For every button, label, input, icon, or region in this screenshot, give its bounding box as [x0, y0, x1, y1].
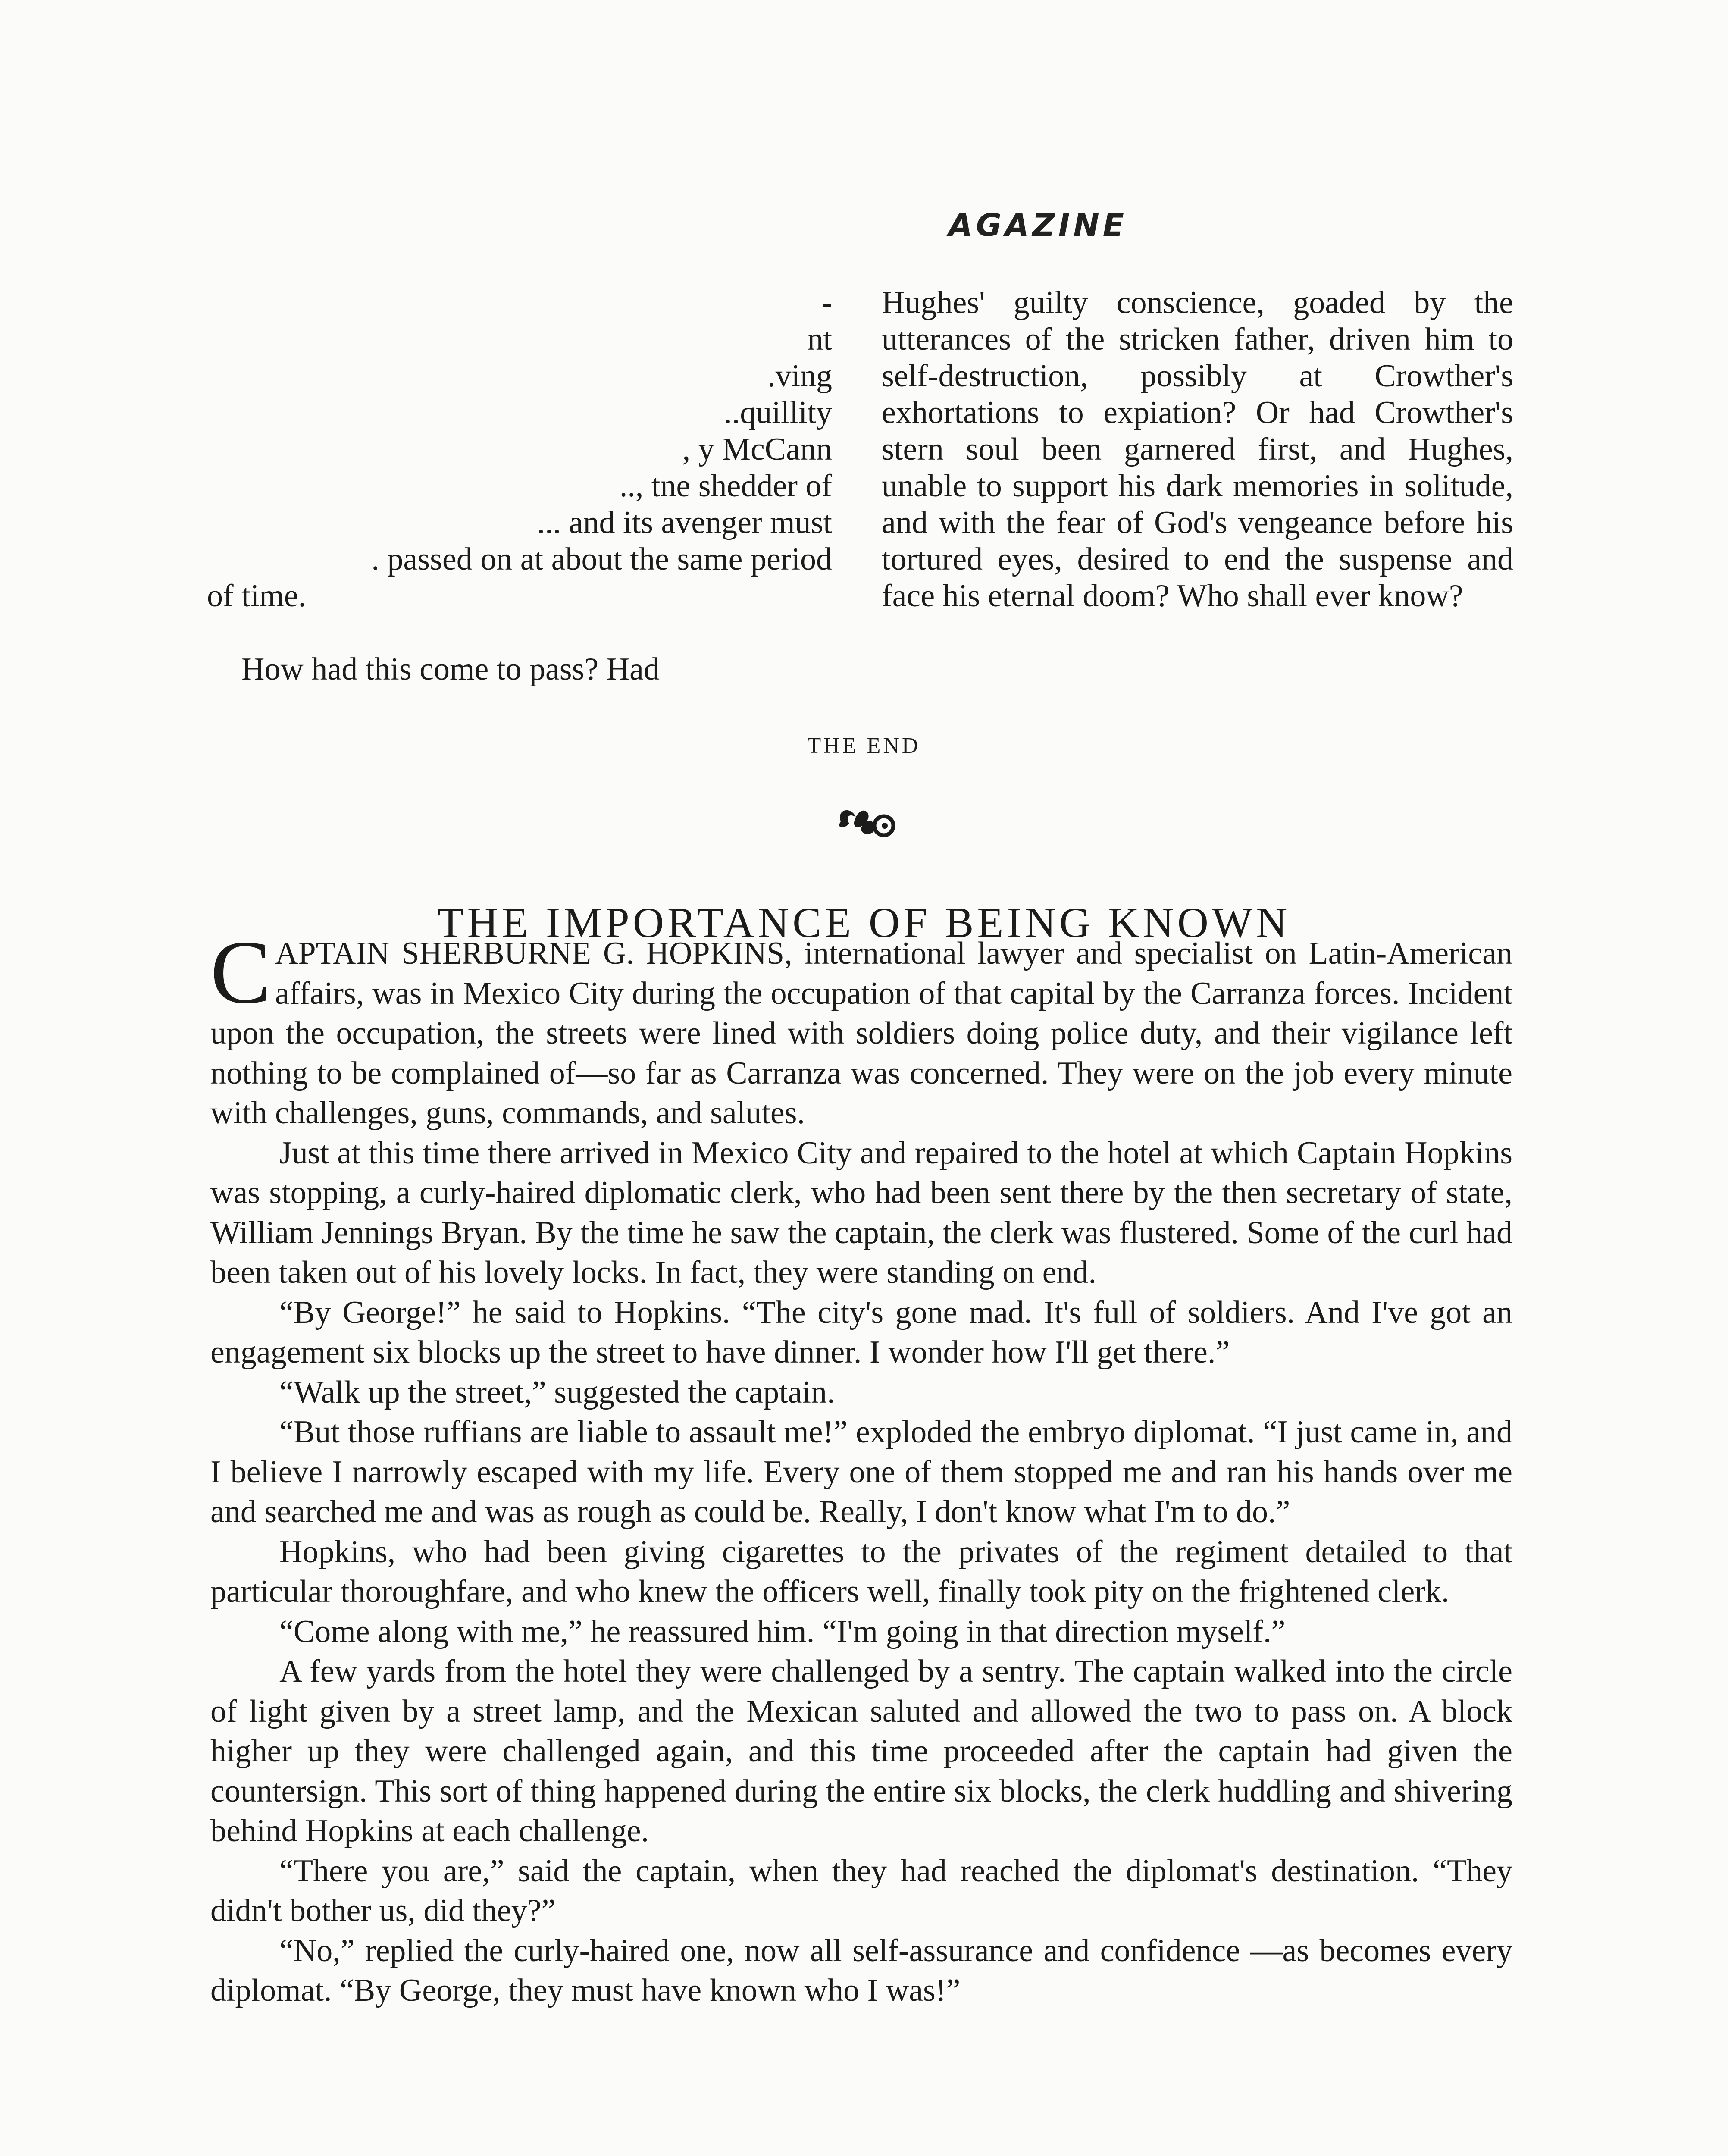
fleuron-ornament-icon: [832, 800, 897, 843]
story-paragraph: “Walk up the street,” suggested the captain.: [279, 1374, 835, 1410]
left-line: ..quillity: [724, 395, 832, 430]
left-line: .., tne shedder of: [619, 468, 832, 504]
story-paragraph: A few yards from the hotel they were challenged by a sentry. The captain walked into the circle of light given by a street lamp, and the Mexican saluted and allowed the two to pass on. A block higher up they were challenged again, and this time proceeded after the captain had given the countersign. This sort of thing happened during the entire six blocks, the clerk huddling and shivering behind Hopkins at each challenge.: [210, 1654, 1512, 1849]
story-paragraph: “By George!” he said to Hopkins. “The city's gone mad. It's full of soldiers. And I've got an engagement six blocks up the street to have dinner. I wonder how I'll get there.”: [210, 1294, 1512, 1370]
end-marker: THE END: [807, 733, 921, 758]
story-paragraph: “Come along with me,” he reassured him. “I'm going in that direction myself.”: [279, 1614, 1286, 1649]
right-column-text: Hughes' guilty conscience, goaded by the utterances of the stricken father, driven him to self-destruction, possibly at Crowther's exhortations to expiation? Or had Crowther's stern soul been garnered first, and Hughes, unable to support his dark memories in solitude, and with the fear of God's vengeance before his tortured eyes, desired to end the suspense and face his eternal doom? Who shall ever know?: [882, 285, 1513, 614]
running-header: AGAZINE: [949, 207, 1127, 243]
story-paragraph: “But those ruffians are liable to assault me!” exploded the embryo diplomat. “I just came in, and I believe I narrowly escaped with my life. Every one of them stopped me and ran his hands over me and searched me and was as rough as could be. Really, I don't know what I'm to do.”: [210, 1414, 1512, 1529]
story-paragraph: Hopkins, who had been giving cigarettes to the privates of the regiment detailed to that particular thoroughfare, and who knew the officers well, finally took pity on the frightened clerk.: [210, 1534, 1512, 1609]
left-line: . passed on at about the same period: [371, 542, 832, 577]
left-column: [207, 285, 832, 688]
story-paragraph: “No,” replied the curly-haired one, now all self-assurance and confidence —as becomes every diplomat. “By George, they must have known who I was!”: [210, 1933, 1512, 2008]
right-column: [882, 285, 1513, 614]
left-question: How had this come to pass? Had: [241, 652, 660, 687]
left-line: nt: [807, 322, 832, 357]
left-line: ... and its avenger must: [537, 505, 832, 540]
left-line: -: [821, 285, 832, 320]
left-line-last: of time.: [207, 578, 307, 614]
story-paragraph: “There you are,” said the captain, when they had reached the diplomat's destination. “They didn't bother us, did they?”: [210, 1853, 1512, 1928]
story-paragraph: Just at this time there arrived in Mexico City and repaired to the hotel at which Captain Hopkins was stopping, a curly-haired diplomatic clerk, who had been sent there by the then secretary of state, William Jennings Bryan. By the time he saw the captain, the clerk was flustered. Some of the curl had been taken out of his lovely locks. In fact, they were standing on end.: [210, 1135, 1512, 1290]
story-first-paragraph-text: APTAIN SHERBURNE G. HOPKINS, international lawyer and specialist on Latin-American affairs, was in Mexico City during the occupation of that capital by the Carranza forces. Incident upon the occupation, the streets were lined with soldiers doing police duty, and their vigilance left nothing to be complained of—so far as Carranza was concerned. They were on the job every minute with challenges, guns, commands, and salutes.: [210, 936, 1512, 1131]
left-line: , y McCann: [682, 432, 832, 467]
drop-cap: C: [210, 922, 271, 1022]
story-title: THE IMPORTANCE OF BEING KNOWN: [437, 899, 1291, 946]
left-line: .ving: [767, 358, 832, 394]
